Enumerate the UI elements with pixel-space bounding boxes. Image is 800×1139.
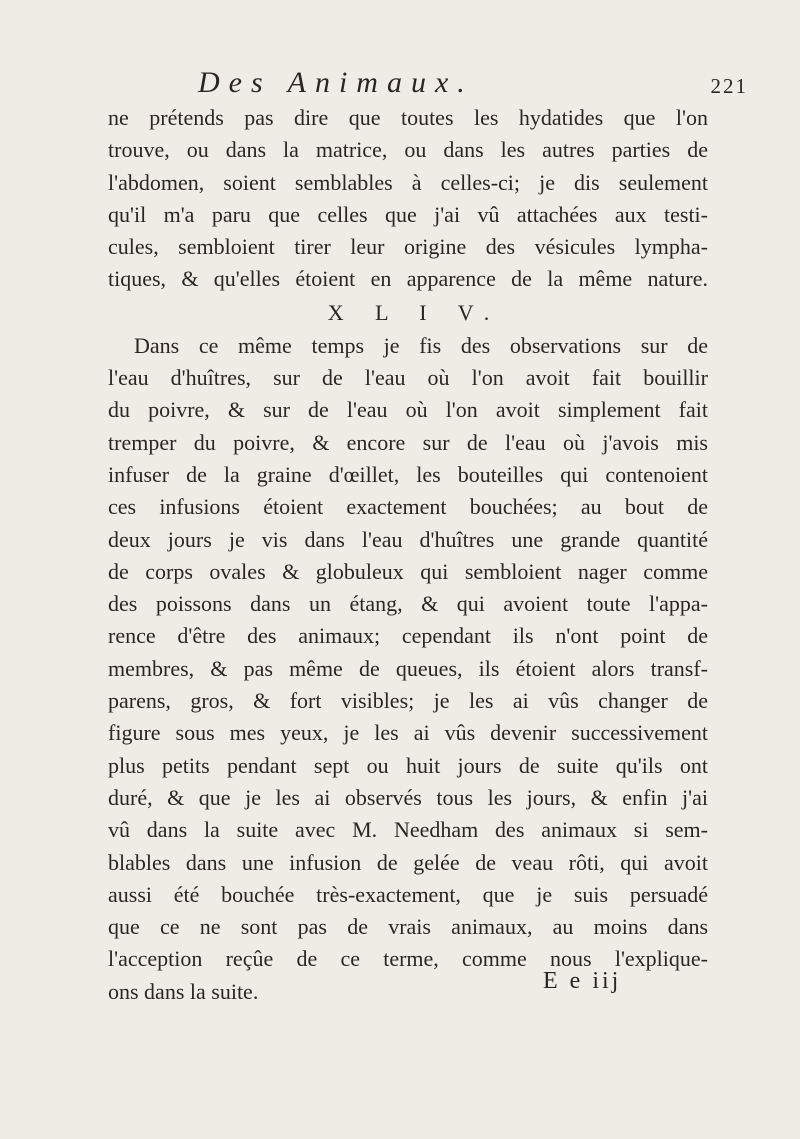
text-line: cules, sembloient tirer leur origine des vésicules lympha- xyxy=(108,234,708,260)
text-line: figure sous mes yeux, je les ai vûs devenir successivement xyxy=(108,720,708,746)
text-line: ne prétends pas dire que toutes les hydatides que l'on xyxy=(108,105,708,130)
page-header xyxy=(198,66,748,100)
text-line: blables dans une infusion de gelée de veau rôti, qui avoit xyxy=(108,849,708,875)
body-text xyxy=(108,102,708,1008)
text-line: des poissons dans un étang, & qui avoient toute l'appa- xyxy=(108,591,708,617)
page-number: 221 xyxy=(710,74,748,98)
text-line: aussi été bouchée très-exactement, que je suis persuadé xyxy=(108,881,708,907)
text-line: vû dans la suite avec M. Needham des animaux si sem- xyxy=(108,817,708,843)
text-line: tiques, & qu'elles étoient en apparence de la même nature. xyxy=(108,266,708,292)
text-line: l'eau d'huîtres, sur de l'eau où l'on avoit fait bouillir xyxy=(108,365,708,391)
text-line: Dans ce même temps je fis des observations sur de xyxy=(134,332,708,358)
text-line: l'acception reçûe de ce terme, comme nous l'explique- xyxy=(108,946,708,972)
signature-mark: E e iij xyxy=(543,968,622,994)
text-line: infuser de la graine d'œillet, les bouteilles qui contenoient xyxy=(108,461,708,487)
text-line: ces infusions étoient exactement bouchées; au bout de xyxy=(108,494,708,520)
text-line: deux jours je vis dans l'eau d'huîtres une grande quantité xyxy=(108,526,708,552)
section-heading: X L I V. xyxy=(327,299,503,325)
text-line: duré, & que je les ai observés tous les jours, & enfin j'ai xyxy=(108,784,708,810)
text-line: plus petits pendant sept ou huit jours de suite qu'ils ont xyxy=(108,752,708,778)
text-line: tremper du poivre, & encore sur de l'eau où j'avois mis xyxy=(108,429,708,455)
text-line: membres, & pas même de queues, ils étoient alors transf- xyxy=(108,655,708,681)
text-line: qu'il m'a paru que celles que j'ai vû attachées aux testi- xyxy=(108,201,708,227)
text-line: rence d'être des animaux; cependant ils n'ont point de xyxy=(108,623,708,649)
text-line: ons dans la suite. xyxy=(108,978,259,1004)
paragraph-1 xyxy=(108,102,708,296)
paragraph-2 xyxy=(108,330,708,1008)
text-line: de corps ovales & globuleux qui sembloient nager comme xyxy=(108,558,708,584)
text-line: parens, gros, & fort visibles; je les ai vûs changer de xyxy=(108,688,708,714)
text-line: l'abdomen, soient semblables à celles-ci; je dis seulement xyxy=(108,169,708,195)
text-line: que ce ne sont pas de vrais animaux, au moins dans xyxy=(108,914,708,940)
text-line: du poivre, & sur de l'eau où l'on avoit simplement fait xyxy=(108,397,708,423)
running-title: Des Animaux. xyxy=(198,66,474,99)
text-line: trouve, ou dans la matrice, ou dans les autres parties de xyxy=(108,137,708,163)
